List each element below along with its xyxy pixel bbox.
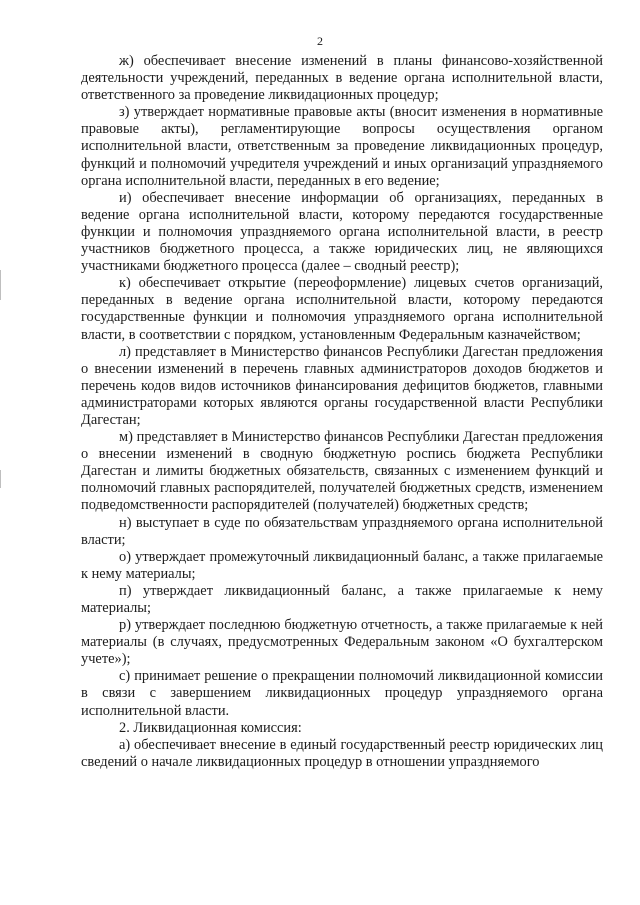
- paragraph-o: о) утверждает промежуточный ликвидационный баланс, а также прилагаемые к нему материалы;: [81, 548, 603, 582]
- paragraph-r: р) утверждает последнюю бюджетную отчетность, а также прилагаемые к ней материалы (в случаях, предусмотренных Федеральным законом «О бухгалтерском учете»);: [81, 617, 603, 668]
- paragraph-s: с) принимает решение о прекращении полномочий ликвидационной комиссии в связи с завершением ликвидационных процедур упраздняемого органа исполнительной власти.: [81, 668, 603, 719]
- section-heading-liquidation-commission: 2. Ликвидационная комиссия:: [119, 719, 302, 736]
- scan-edge-mark: [0, 470, 1, 488]
- paragraph-m: м) представляет в Министерство финансов Республики Дагестан предложения о внесении изменений в сводную бюджетную роспись бюджета Республики Дагестан и лимиты бюджетных обязательств, связанных с изменением функций и полномочий главных распорядителей, получателей бюджетных средств, изменением подведомственности распорядителей (получателей) бюджетных средств;: [81, 429, 603, 514]
- paragraph-a: а) обеспечивает внесение в единый государственный реестр юридических лиц сведений о начале ликвидационных процедур в отношении упраздняемого: [81, 736, 603, 770]
- paragraph-l: л) представляет в Министерство финансов Республики Дагестан предложения о внесении изменений в перечень главных администраторов доходов бюджетов и перечень кодов видов источников финансирования дефицитов бюджетов, главными администраторами которых являются органы государственной власти Республики Дагестан;: [81, 343, 603, 428]
- paragraph-zh: ж) обеспечивает внесение изменений в планы финансово-хозяйственной деятельности учреждений, переданных в ведение органа исполнительной власти, ответственного за проведение ликвидационных процедур;: [81, 53, 603, 104]
- scan-edge-mark: [0, 270, 1, 300]
- paragraph-z: з) утверждает нормативные правовые акты (вносит изменения в нормативные правовые акты), регламентирующие вопросы осуществления органом исполнительной власти, ответственным за проведение ликвидационных процедур, функций и полномочий учредителя учреждений и иных организаций упраздняемого органа исполнительной власти, переданных в его ведение;: [81, 104, 603, 189]
- page-number: 2: [317, 34, 323, 48]
- paragraph-p: п) утверждает ликвидационный баланс, а также прилагаемые к нему материалы;: [81, 582, 603, 616]
- paragraph-i: и) обеспечивает внесение информации об организациях, переданных в ведение органа исполнительной власти, которому передаются государственные функции и полномочия упраздняемого органа исполнительной власти, в реестр участников бюджетного процесса, а также юридических лиц, не являющихся участниками бюджетного процесса (далее – сводный реестр);: [81, 189, 603, 275]
- document-body: [81, 53, 603, 771]
- paragraph-n: н) выступает в суде по обязательствам упраздняемого органа исполнительной власти;: [81, 514, 603, 548]
- paragraph-k: к) обеспечивает открытие (переоформление) лицевых счетов организаций, переданных в ведение органа исполнительной власти, которому передаются государственные функции и полномочия упраздняемого органа исполнительной власти, в соответствии с порядком, установленным Федеральным казначейством;: [81, 275, 603, 343]
